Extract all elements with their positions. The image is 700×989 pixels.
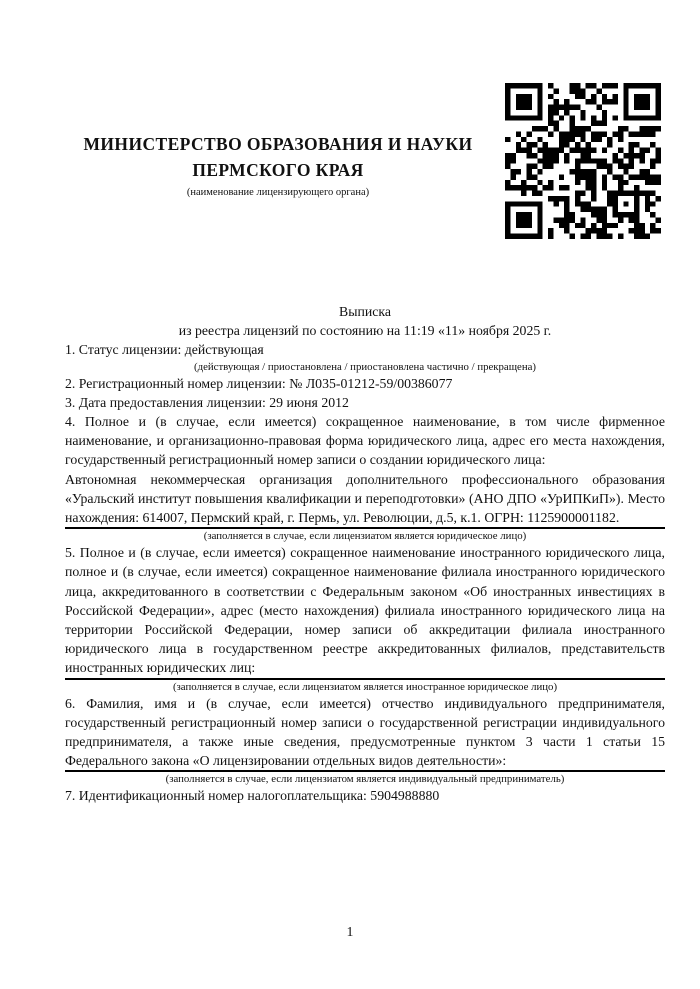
item-license-status: 1. Статус лицензии: действующая	[65, 342, 264, 358]
document-title-line2: из реестра лицензий по состоянию на 11:19 «11» ноября 2025 г.	[178, 323, 552, 339]
document-title	[65, 302, 665, 340]
item-legal-entity	[65, 412, 665, 527]
document-title-line1: Выписка	[339, 304, 391, 319]
item-registration-number: 2. Регистрационный номер лицензии: № Л035-01212-59/00386077	[65, 375, 453, 391]
ministry-name-line2: ПЕРМСКОГО КРАЯ	[192, 160, 364, 180]
document-body	[65, 302, 665, 806]
legal-entity-caption: (заполняется в случае, если лицензиатом является юридическое лицо)	[203, 530, 527, 543]
individual-caption: (заполняется в случае, если лицензиатом является индивидуальный предприниматель)	[165, 773, 565, 786]
ministry-name-line1: МИНИСТЕРСТВО ОБРАЗОВАНИЯ И НАУКИ	[83, 134, 473, 154]
licensing-authority-header	[58, 131, 498, 199]
page-number: 1	[346, 924, 354, 939]
qr-code-icon	[505, 83, 661, 239]
item-individual-entrepreneur: 6. Фамилия, имя и (в случае, если имеется) отчество индивидуального предпринимателя, государственный регистрационный номер записи о государственной регистрации индивидуального предпринимателя, а также иные сведения, предусмотренные пунктом 3 части 1 статьи 15 Федерального закона «О лицензировании отдельных видов деятельности»:	[65, 695, 665, 769]
legal-entity-value: Автономная некоммерческая организация дополнительного профессионального образования «Уральский институт повышения квалификации и переподготовки» (АНО ДПО «УрИПКиП»). Место нахождения: 614007, Пермский край, г. Пермь, ул. Революции, д.5, к.1. ОГРН: 1125900001182.	[65, 471, 665, 526]
item-taxpayer-number: 7. Идентификационный номер налогоплательщика: 5904988880	[65, 788, 440, 804]
item-foreign-entity: 5. Полное и (в случае, если имеется) сокращенное наименование иностранного юридического лица, полное и (в случае, если имеется) сокращенное наименование филиала иностранного юридического лица, аккредитованного в соответствии с Федеральным законом «Об иностранных инвестициях в Российской Федерации», адрес (место нахождения) филиала иностранного юридического лица на территории Российской Федерации, номер записи об аккредитации филиала иностранного юридического лица в государственном реестре аккредитованных филиалов, представительств иностранных юридических лиц:	[65, 545, 665, 676]
legal-entity-clause-text: 4. Полное и (в случае, если имеется) сокращенное наименование, в том числе фирменное наименование, и организационно-правовая форма юридического лица, адрес его места нахождения, государственный регистрационный номер записи о создании юридического лица:	[65, 414, 665, 468]
item-grant-date: 3. Дата предоставления лицензии: 29 июня 2012	[65, 394, 349, 410]
license-status-options-caption: (действующая / приостановлена / приостановлена частично / прекращена)	[194, 360, 536, 373]
foreign-entity-caption: (заполняется в случае, если лицензиатом является иностранное юридическое лицо)	[172, 680, 558, 693]
licensing-authority-caption: (наименование лицензирующего органа)	[186, 187, 370, 198]
